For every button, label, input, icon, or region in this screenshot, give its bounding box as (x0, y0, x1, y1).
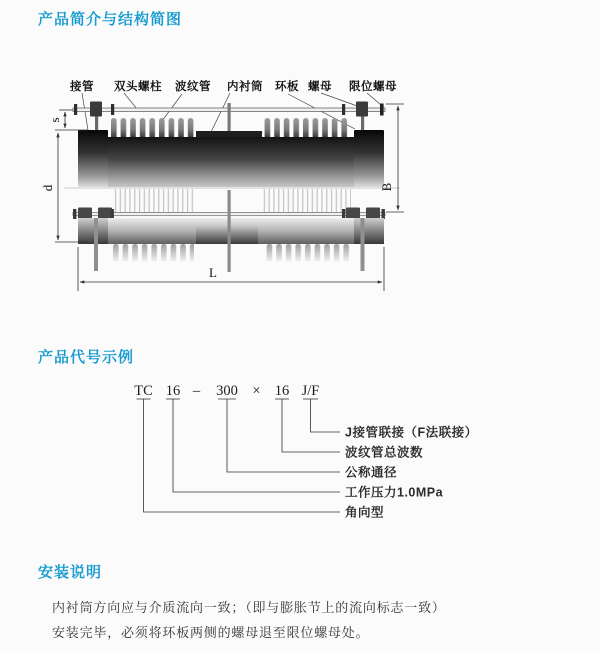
code-connector-lines (137, 399, 341, 512)
legend-item-wave-count: 波纹管总波数 (345, 445, 424, 460)
code-token-dash: – (192, 383, 201, 399)
joint-body-top (78, 130, 384, 187)
code-legend (345, 424, 478, 519)
legend-item-connection: J接管联接（F法联接） (345, 425, 478, 440)
part-label-limit-nut: 限位螺母 (349, 81, 397, 93)
code-token-pressure: 16 (165, 383, 181, 399)
dim-label-b: B (379, 182, 394, 192)
part-label-ring-plate: 环板 (275, 81, 299, 93)
install-note-line-1: 内衬筒方向应与介质流向一致；（即与膨胀节上的流向标志一致） (52, 600, 446, 615)
part-label-inner-liner: 内衬筒 (227, 81, 263, 93)
code-tokens (134, 383, 319, 399)
legend-item-nominal-diameter: 公称通径 (345, 465, 398, 480)
legend-item-angular-type: 角向型 (345, 505, 385, 520)
product-code-diagram (100, 378, 520, 528)
dim-label-l: L (209, 265, 217, 280)
section-title-install: 安装说明 (38, 564, 103, 581)
code-token-waves: 16 (274, 383, 290, 399)
part-label-connecting-pipe: 接管 (70, 81, 94, 93)
part-label-double-stud: 双头螺柱 (114, 81, 162, 93)
dim-label-d: d (40, 184, 55, 192)
install-note-line-2: 安装完毕，必须将环板两侧的螺母退至限位螺母处。 (52, 625, 370, 640)
joint-body-bottom (73, 189, 385, 272)
section-title-code: 产品代号示例 (38, 349, 135, 366)
section-title-intro: 产品简介与结构简图 (38, 11, 183, 28)
dimension-s (47, 110, 88, 130)
code-token-diameter: 300 (216, 383, 238, 399)
code-token-type: TC (134, 383, 153, 399)
code-token-times: × (252, 383, 261, 399)
part-label-nut: 螺母 (308, 81, 332, 93)
part-label-bellows: 波纹管 (175, 81, 211, 93)
dim-label-s: s (47, 117, 62, 123)
code-token-connection: J/F (301, 383, 320, 399)
legend-item-working-pressure: 工作压力1.0MPa (345, 485, 444, 500)
structure-diagram (40, 60, 460, 305)
